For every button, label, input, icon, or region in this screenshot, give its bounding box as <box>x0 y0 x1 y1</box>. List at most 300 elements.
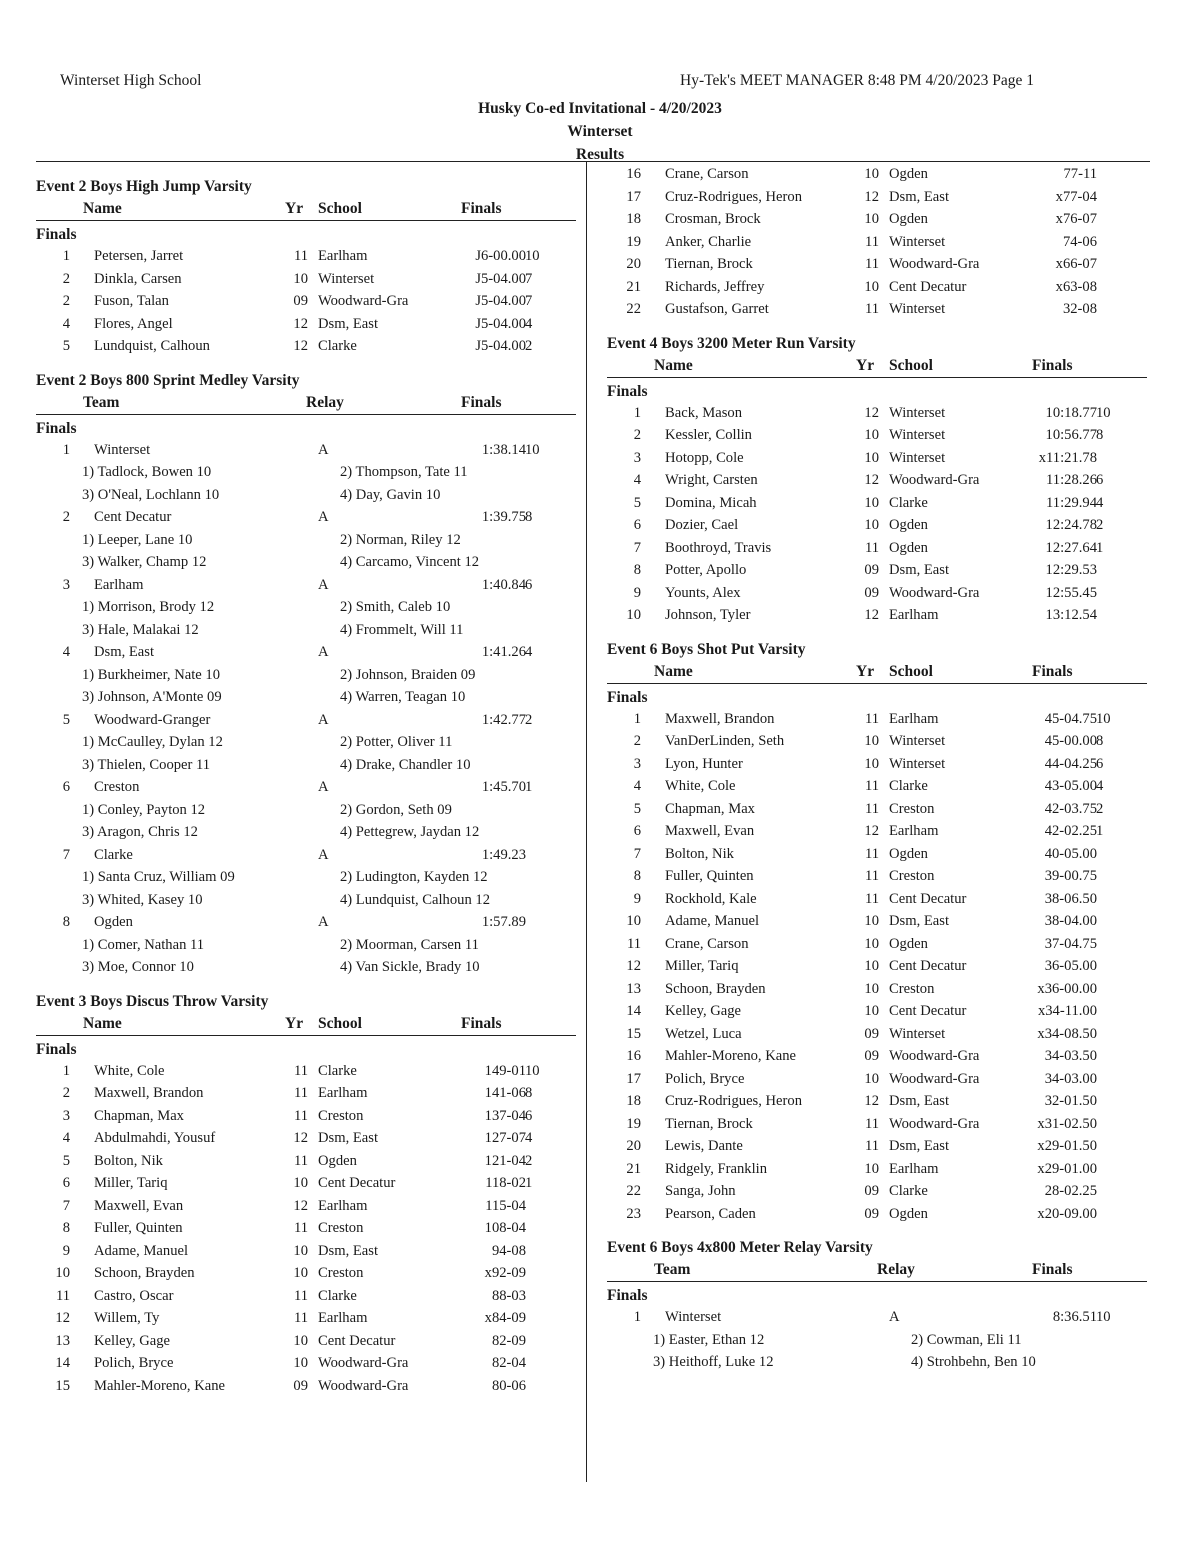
relay-leg: 1) Leeper, Lane 10 <box>82 531 193 548</box>
team-name: Winterset <box>94 441 151 458</box>
result-row <box>607 1158 1147 1181</box>
place: 10 <box>626 913 641 929</box>
place: 2 <box>62 509 70 525</box>
final-mark: x20-09.00 <box>1037 1205 1097 1222</box>
result-row <box>36 268 576 291</box>
column-headers <box>36 392 576 415</box>
team-name: Creston <box>94 779 140 795</box>
final-mark: 1:40.84 <box>481 576 526 593</box>
points: 2 <box>525 338 533 354</box>
athlete-year: 11 <box>864 1115 879 1132</box>
final-mark: J5-04.00 <box>475 270 526 287</box>
final-mark: 12:27.64 <box>1045 539 1097 556</box>
result-row <box>36 313 576 336</box>
result-row <box>607 820 1147 843</box>
athlete-year: 10 <box>864 517 879 533</box>
athlete-name: Miller, Tariq <box>665 958 739 974</box>
points: 8 <box>1096 733 1104 749</box>
athlete-name: Hotopp, Cole <box>665 449 744 466</box>
athlete-name: Maxwell, Evan <box>665 823 755 839</box>
event-3200m <box>607 333 1147 627</box>
relay-leg: 3) O'Neal, Lochlann 10 <box>82 486 220 503</box>
athlete-year: 12 <box>864 404 879 421</box>
header-yr: Yr <box>285 200 304 217</box>
relay-team-row <box>36 574 576 597</box>
result-row <box>36 335 576 358</box>
place: 18 <box>626 211 641 227</box>
athlete-name: Chapman, Max <box>94 1107 184 1124</box>
relay-legs-row <box>36 956 576 979</box>
final-mark: 38-04.00 <box>1044 913 1097 929</box>
final-mark: 36-05.00 <box>1044 958 1097 974</box>
athlete-year: 10 <box>293 1355 308 1371</box>
header-name: Name <box>83 1014 122 1032</box>
relay-legs-row <box>36 866 576 889</box>
final-mark: 149-01 <box>484 1062 526 1079</box>
relay-leg: 1) Conley, Payton 12 <box>82 801 206 818</box>
athlete-school: Creston <box>318 1265 364 1281</box>
result-row <box>607 537 1147 560</box>
final-mark: 82-04 <box>491 1355 526 1371</box>
athlete-school: Winterset <box>889 427 946 443</box>
final-mark: 12:24.78 <box>1045 517 1097 533</box>
place: 4 <box>62 644 70 660</box>
athlete-school: Cent Decatur <box>889 1003 967 1019</box>
athlete-name: Pearson, Caden <box>665 1205 756 1222</box>
athlete-name: Maxwell, Evan <box>94 1197 184 1214</box>
final-mark: x92-09 <box>484 1265 526 1281</box>
team-name: Winterset <box>665 1309 722 1325</box>
athlete-name: Dinkla, Carsen <box>94 270 182 287</box>
athlete-name: Johnson, Tyler <box>665 607 751 623</box>
athlete-year: 11 <box>293 1287 308 1304</box>
athlete-name: Tiernan, Brock <box>665 1115 753 1132</box>
relay-team-row <box>36 844 576 867</box>
header-yr: Yr <box>856 662 875 680</box>
finals-label: Finals <box>607 688 648 706</box>
final-mark: x11:21.78 <box>1038 449 1097 466</box>
athlete-year: 11 <box>864 868 879 884</box>
athlete-year: 10 <box>864 449 879 466</box>
athlete-name: Fuller, Quinten <box>94 1220 183 1236</box>
result-row <box>607 1203 1147 1226</box>
athlete-name: Crosman, Brock <box>665 211 761 227</box>
result-row <box>36 245 576 268</box>
result-row <box>607 910 1147 933</box>
athlete-school: Winterset <box>889 449 946 466</box>
relay-leg: 1) Tadlock, Bowen 10 <box>82 464 212 480</box>
place: 5 <box>62 711 70 728</box>
team-name: Ogden <box>94 914 133 930</box>
results-list <box>607 708 1147 1226</box>
athlete-year: 11 <box>864 710 879 727</box>
athlete-year: 11 <box>864 233 879 250</box>
athlete-year: 12 <box>864 607 879 623</box>
place: 5 <box>633 800 641 817</box>
relay-legs-row <box>36 889 576 912</box>
place: 1 <box>633 1309 641 1325</box>
event-title: Event 3 Boys Discus Throw Varsity <box>36 992 269 1010</box>
athlete-school: Ogden <box>889 1205 928 1222</box>
athlete-year: 10 <box>293 1242 308 1259</box>
result-row <box>36 1262 576 1285</box>
result-row <box>36 1195 576 1218</box>
points: 10 <box>1096 404 1111 421</box>
place: 21 <box>626 1160 641 1177</box>
athlete-school: Dsm, East <box>889 913 949 929</box>
final-mark: 1:38.14 <box>481 441 526 458</box>
athlete-name: Schoon, Brayden <box>665 980 766 997</box>
final-mark: x29-01.00 <box>1037 1160 1097 1177</box>
athlete-name: Fuson, Talan <box>94 293 169 309</box>
result-row <box>36 1240 576 1263</box>
event-shot-put <box>607 639 1147 1226</box>
finals-label: Finals <box>607 382 648 400</box>
points: 6 <box>1096 755 1104 772</box>
final-mark: 43-05.00 <box>1044 778 1097 794</box>
final-mark: 45-00.00 <box>1044 733 1097 749</box>
athlete-year: 11 <box>864 539 879 556</box>
athlete-school: Earlham <box>889 710 939 727</box>
place: 4 <box>62 315 70 332</box>
final-mark: x84-09 <box>484 1310 526 1326</box>
final-mark: 44-04.25 <box>1044 755 1097 772</box>
finals-label: Finals <box>36 419 77 437</box>
result-row <box>607 186 1147 209</box>
relay-leg: 4) Drake, Chandler 10 <box>340 756 471 773</box>
athlete-name: White, Cole <box>665 778 736 794</box>
final-mark: 127-07 <box>484 1130 526 1146</box>
final-mark: 1:39.75 <box>481 509 526 525</box>
place: 5 <box>62 1152 70 1169</box>
relay-team-row <box>36 911 576 934</box>
athlete-name: Bolton, Nik <box>94 1152 163 1169</box>
points: 10 <box>1096 710 1111 727</box>
athlete-school: Ogden <box>889 539 928 556</box>
event-title: Event 2 Boys High Jump Varsity <box>36 178 252 195</box>
place: 3 <box>633 449 641 466</box>
left-column <box>36 162 576 1397</box>
result-row <box>607 447 1147 470</box>
athlete-year: 10 <box>864 494 879 511</box>
athlete-school: Winterset <box>889 755 946 772</box>
athlete-name: Anker, Charlie <box>665 233 752 250</box>
athlete-school: Earlham <box>889 1160 939 1177</box>
final-mark: x76-07 <box>1055 211 1097 227</box>
place: 14 <box>55 1355 70 1371</box>
athlete-school: Woodward-Gra <box>889 1115 980 1132</box>
result-row <box>607 514 1147 537</box>
athlete-school: Ogden <box>889 166 928 182</box>
result-row <box>36 1172 576 1195</box>
relay-legs-row <box>36 619 576 642</box>
result-row <box>607 231 1147 254</box>
athlete-name: Polich, Bryce <box>94 1355 174 1371</box>
final-mark: 108-04 <box>484 1220 526 1236</box>
place: 23 <box>626 1205 641 1222</box>
athlete-year: 10 <box>864 211 879 227</box>
relay-leg: 1) Easter, Ethan 12 <box>653 1331 765 1348</box>
relay-legs-row <box>36 934 576 957</box>
event-high-jump <box>36 176 576 358</box>
final-mark: 1:41.26 <box>481 644 526 660</box>
relay-letter: A <box>889 1309 900 1325</box>
athlete-year: 10 <box>864 278 879 295</box>
athlete-school: Woodward-Gra <box>889 472 980 488</box>
athlete-year: 11 <box>864 1138 879 1154</box>
points: 4 <box>1096 494 1104 511</box>
result-row <box>607 163 1147 186</box>
athlete-name: Chapman, Max <box>665 800 755 817</box>
final-mark: 32-01.50 <box>1044 1093 1097 1109</box>
final-mark: 34-03.50 <box>1044 1048 1097 1064</box>
place: 1 <box>62 1062 70 1079</box>
relay-leg: 4) Pettegrew, Jaydan 12 <box>340 824 480 840</box>
relay-legs-row <box>36 461 576 484</box>
event-4x800-relay <box>607 1237 1147 1374</box>
place: 11 <box>55 1287 70 1304</box>
athlete-year: 10 <box>293 270 308 287</box>
athlete-year: 10 <box>864 1160 879 1177</box>
place: 2 <box>633 427 641 443</box>
relay-legs-row <box>36 686 576 709</box>
athlete-name: Fuller, Quinten <box>665 868 754 884</box>
athlete-name: Back, Mason <box>665 404 743 421</box>
final-mark: x63-08 <box>1055 278 1097 295</box>
final-mark: 10:56.77 <box>1045 427 1097 443</box>
athlete-school: Woodward-Gra <box>318 293 409 309</box>
athlete-year: 10 <box>293 1332 308 1349</box>
relay-legs-row <box>36 529 576 552</box>
relay-leg: 3) Whited, Kasey 10 <box>82 891 203 908</box>
relay-letter: A <box>318 846 329 863</box>
points: 10 <box>1096 1309 1111 1325</box>
final-mark: 45-04.75 <box>1044 710 1097 727</box>
place: 9 <box>633 890 641 907</box>
place: 19 <box>626 1115 641 1132</box>
athlete-name: Lundquist, Calhoun <box>94 338 210 354</box>
place: 14 <box>626 1003 641 1019</box>
final-mark: 121-04 <box>484 1152 526 1169</box>
place: 6 <box>62 779 70 795</box>
results-list <box>607 402 1147 627</box>
athlete-year: 11 <box>293 1062 308 1079</box>
athlete-school: Winterset <box>889 233 946 250</box>
athlete-name: Bolton, Nik <box>665 845 734 862</box>
relay-leg: 1) Santa Cruz, William 09 <box>82 869 235 885</box>
athlete-school: Earlham <box>318 1310 368 1326</box>
header-finals: Finals <box>461 200 502 217</box>
result-row <box>607 933 1147 956</box>
place: 10 <box>626 607 641 623</box>
result-row <box>607 208 1147 231</box>
final-mark: 40-05.00 <box>1044 845 1097 862</box>
points: 4 <box>525 644 533 660</box>
result-row <box>607 978 1147 1001</box>
relay-team-row <box>36 641 576 664</box>
relay-legs-row <box>607 1329 1147 1352</box>
final-mark: 118-02 <box>485 1175 526 1191</box>
final-mark: 11:28.26 <box>1046 472 1097 488</box>
result-row <box>607 955 1147 978</box>
place: 12 <box>626 958 641 974</box>
place: 8 <box>62 914 70 930</box>
result-row <box>607 1135 1147 1158</box>
athlete-school: Clarke <box>318 1287 357 1304</box>
relay-leg: 2) Moorman, Carsen 11 <box>340 936 479 953</box>
final-mark: J6-00.00 <box>475 248 526 264</box>
final-mark: x34-11.00 <box>1037 1003 1097 1019</box>
relay-leg: 4) Day, Gavin 10 <box>340 486 441 503</box>
athlete-school: Earlham <box>318 1197 368 1214</box>
athlete-year: 10 <box>864 1003 879 1019</box>
place: 3 <box>62 576 70 593</box>
result-row <box>36 1127 576 1150</box>
athlete-year: 12 <box>293 1130 308 1146</box>
athlete-school: Clarke <box>889 1183 928 1199</box>
athlete-year: 11 <box>864 301 879 317</box>
athlete-school: Earlham <box>318 248 368 264</box>
athlete-school: Dsm, East <box>889 1093 949 1109</box>
final-mark: 1:49.23 <box>481 846 526 863</box>
team-name: Earlham <box>94 576 144 593</box>
athlete-year: 10 <box>864 980 879 997</box>
final-mark: 8:36.51 <box>1052 1309 1097 1325</box>
place: 6 <box>633 517 641 533</box>
result-row <box>607 1180 1147 1203</box>
athlete-school: Dsm, East <box>889 1138 949 1154</box>
athlete-school: Creston <box>889 800 935 817</box>
relay-leg: 1) McCaulley, Dylan 12 <box>82 734 223 750</box>
result-row <box>36 1375 576 1398</box>
relay-team-row <box>36 776 576 799</box>
points: 10 <box>525 248 540 264</box>
athlete-year: 12 <box>864 188 879 205</box>
final-mark: 1:42.77 <box>481 711 526 728</box>
place: 8 <box>62 1220 70 1236</box>
points: 7 <box>525 293 533 309</box>
athlete-school: Ogden <box>318 1152 357 1169</box>
header-finals: Finals <box>1032 662 1073 680</box>
athlete-name: Maxwell, Brandon <box>94 1085 204 1101</box>
athlete-school: Cent Decatur <box>318 1175 396 1191</box>
athlete-school: Ogden <box>889 845 928 862</box>
result-row <box>36 1150 576 1173</box>
relay-legs-row <box>36 821 576 844</box>
header-finals: Finals <box>461 1014 502 1032</box>
athlete-year: 11 <box>293 1152 308 1169</box>
relay-legs-row <box>36 754 576 777</box>
relay-leg: 3) Heithoff, Luke 12 <box>653 1354 774 1370</box>
athlete-name: Rockhold, Kale <box>665 890 757 907</box>
relay-legs-row <box>36 596 576 619</box>
relay-letter: A <box>318 441 329 458</box>
result-row <box>36 1082 576 1105</box>
athlete-name: Boothroyd, Travis <box>665 539 772 556</box>
athlete-year: 11 <box>293 248 308 264</box>
final-mark: 42-03.75 <box>1044 800 1097 817</box>
result-row <box>607 253 1147 276</box>
final-mark: 77-11 <box>1063 166 1097 182</box>
points: 6 <box>525 1107 533 1124</box>
place: 6 <box>633 823 641 839</box>
final-mark: J5-04.00 <box>475 315 526 332</box>
points: 10 <box>525 1062 540 1079</box>
athlete-name: Tiernan, Brock <box>665 256 753 272</box>
points: 6 <box>1096 472 1104 488</box>
place: 8 <box>633 562 641 578</box>
relay-legs-row <box>36 799 576 822</box>
athlete-school: Woodward-Gra <box>889 256 980 272</box>
athlete-name: Potter, Apollo <box>665 562 747 578</box>
event-title: Event 6 Boys Shot Put Varsity <box>607 640 806 658</box>
place: 17 <box>626 1070 641 1087</box>
relay-leg: 2) Smith, Caleb 10 <box>340 599 451 615</box>
athlete-year: 09 <box>864 584 879 601</box>
place: 18 <box>626 1093 641 1109</box>
points: 2 <box>1096 800 1104 817</box>
relay-leg: 3) Moe, Connor 10 <box>82 959 194 975</box>
athlete-year: 09 <box>864 1048 879 1064</box>
athlete-school: Ogden <box>889 935 928 952</box>
athlete-year: 12 <box>864 823 879 839</box>
athlete-name: Lyon, Hunter <box>665 755 743 772</box>
place: 20 <box>626 1138 641 1154</box>
result-row <box>607 798 1147 821</box>
points: 8 <box>525 509 533 525</box>
athlete-name: Gustafson, Garret <box>665 301 769 317</box>
athlete-school: Cent Decatur <box>889 890 967 907</box>
meet-location: Winterset <box>567 123 633 140</box>
relay-letter: A <box>318 914 329 930</box>
finals-label: Finals <box>607 1287 648 1304</box>
athlete-name: Polich, Bryce <box>665 1070 745 1087</box>
result-row <box>607 559 1147 582</box>
result-row <box>607 865 1147 888</box>
result-row <box>607 753 1147 776</box>
points: 1 <box>525 779 533 795</box>
relay-letter: A <box>318 509 329 525</box>
athlete-name: Maxwell, Brandon <box>665 710 775 727</box>
result-row <box>607 1045 1147 1068</box>
result-row <box>36 1285 576 1308</box>
athlete-year: 10 <box>293 1265 308 1281</box>
place: 6 <box>62 1175 70 1191</box>
athlete-school: Dsm, East <box>889 188 949 205</box>
place: 12 <box>55 1310 70 1326</box>
athlete-school: Winterset <box>889 733 946 749</box>
team-name: Woodward-Granger <box>94 711 211 728</box>
relay-letter: A <box>318 711 329 728</box>
points: 1 <box>1096 539 1104 556</box>
place: 7 <box>62 1197 70 1214</box>
athlete-school: Dsm, East <box>318 1130 378 1146</box>
athlete-school: Cent Decatur <box>889 958 967 974</box>
relay-team-row <box>36 439 576 462</box>
header-relay: Relay <box>877 1261 915 1278</box>
final-mark: 42-02.25 <box>1044 823 1097 839</box>
relay-leg: 4) Strohbehn, Ben 10 <box>911 1354 1036 1370</box>
result-row <box>607 1113 1147 1136</box>
result-row <box>607 298 1147 321</box>
relay-leg: 2) Cowman, Eli 11 <box>911 1331 1022 1348</box>
place: 19 <box>626 233 641 250</box>
athlete-year: 12 <box>864 1093 879 1109</box>
athlete-year: 12 <box>293 338 308 354</box>
points: 2 <box>525 711 533 728</box>
athlete-year: 09 <box>864 1025 879 1042</box>
points: 6 <box>525 576 533 593</box>
